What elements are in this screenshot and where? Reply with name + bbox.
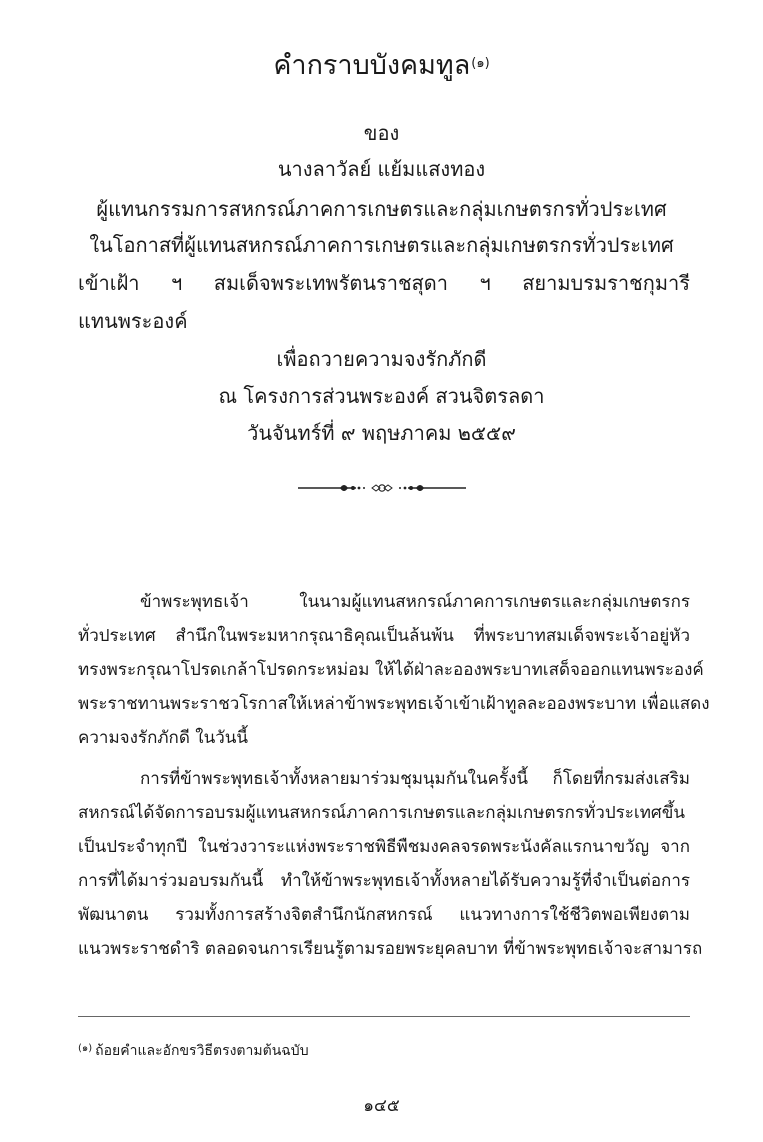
header-line-position: ผู้แทนกรรมการสหกรณ์ภาคการเกษตรและกลุ่มเกษตรกรทั่วประเทศ	[96, 197, 667, 221]
footnote	[78, 1040, 309, 1062]
header-line-audience: เข้าเฝ้า ฯ สมเด็จพระเทพรัตนราชสุดา ฯ สยามบรมราชกุมารี	[78, 271, 690, 295]
paragraph-1-line-3: ทรงพระกรุณาโปรดเกล้าโปรดกระหม่อม ให้ได้ฝ่าละอองพระบาทเสด็จออกแทนพระองค์	[78, 660, 704, 680]
footnote-text: ถ้อยคำและอักขรวิธีตรงตามต้นฉบับ	[95, 1043, 309, 1059]
paragraph-2-line-4: การที่ได้มาร่วมอบรมกันนี้ ทำให้ข้าพระพุทธเจ้าทั้งหลายได้รับความรู้ที่จำเป็นต่อการ	[78, 871, 690, 891]
paragraph-1-line-5: ความจงรักภักดี ในวันนี้	[78, 728, 249, 748]
header-line-of: ของ	[363, 121, 400, 145]
paragraph-2-line-5: พัฒนาตน รวมทั้งการสร้างจิตสำนึกนักสหกรณ์ แนวทางการใช้ชีวิตพอเพียงตาม	[78, 905, 690, 925]
page-number: ๑๔๕	[363, 1096, 400, 1116]
floral-divider-ornament-icon	[296, 478, 468, 498]
page-title	[0, 46, 763, 86]
title-text: คำกราบบังคมทูล	[273, 50, 471, 81]
paragraph-2-line-3: เป็นประจำทุกปี ในช่วงวาระแห่งพระราชพิธีพืชมงคลจรดพระนังคัลแรกนาขวัญ จาก	[78, 837, 690, 857]
paragraph-2-line-6: แนวพระราชดำริ ตลอดจนการเรียนรู้ตามรอยพระยุคลบาท ที่ข้าพระพุทธเจ้าจะสามารถ	[78, 939, 703, 959]
footnote-mark: (๑)	[78, 1043, 93, 1054]
header-line-venue: ณ โครงการส่วนพระองค์ สวนจิตรลดา	[218, 384, 545, 408]
header-line-occasion: ในโอกาสที่ผู้แทนสหกรณ์ภาคการเกษตรและกลุ่มเกษตรกรทั่วประเทศ	[89, 233, 674, 257]
header-line-date: วันจันทร์ที่ ๙ พฤษภาคม ๒๕๕๙	[247, 421, 516, 445]
paragraph-1-line-4: พระราชทานพระราชวโรกาสให้เหล่าข้าพระพุทธเจ้าเข้าเฝ้าทูลละอองพระบาท เพื่อแสดง	[78, 694, 710, 714]
header-line-name: นางลาวัลย์ แย้มแสงทอง	[277, 157, 486, 181]
header-line-representative: แทนพระองค์	[78, 309, 188, 333]
paragraph-1-line-2: ทั่วประเทศ สำนึกในพระมหากรุณาธิคุณเป็นล้นพ้น ที่พระบาทสมเด็จพระเจ้าอยู่หัว	[78, 626, 690, 646]
footnote-divider	[78, 1016, 690, 1017]
paragraph-2-line-2: สหกรณ์ได้จัดการอบรมผู้แทนสหกรณ์ภาคการเกษตรและกลุ่มเกษตรกรทั่วประเทศขึ้น	[78, 803, 685, 823]
paragraph-1-line-1: ข้าพระพุทธเจ้า ในนามผู้แทนสหกรณ์ภาคการเกษตรและกลุ่มเกษตรกร	[140, 592, 690, 612]
title-footnote-mark: (๑)	[471, 56, 490, 71]
paragraph-2-line-1: การที่ข้าพระพุทธเจ้าทั้งหลายมาร่วมชุมนุมกันในครั้งนี้ ก็โดยที่กรมส่งเสริม	[140, 769, 690, 789]
header-line-purpose: เพื่อถวายความจงรักภักดี	[276, 347, 487, 371]
